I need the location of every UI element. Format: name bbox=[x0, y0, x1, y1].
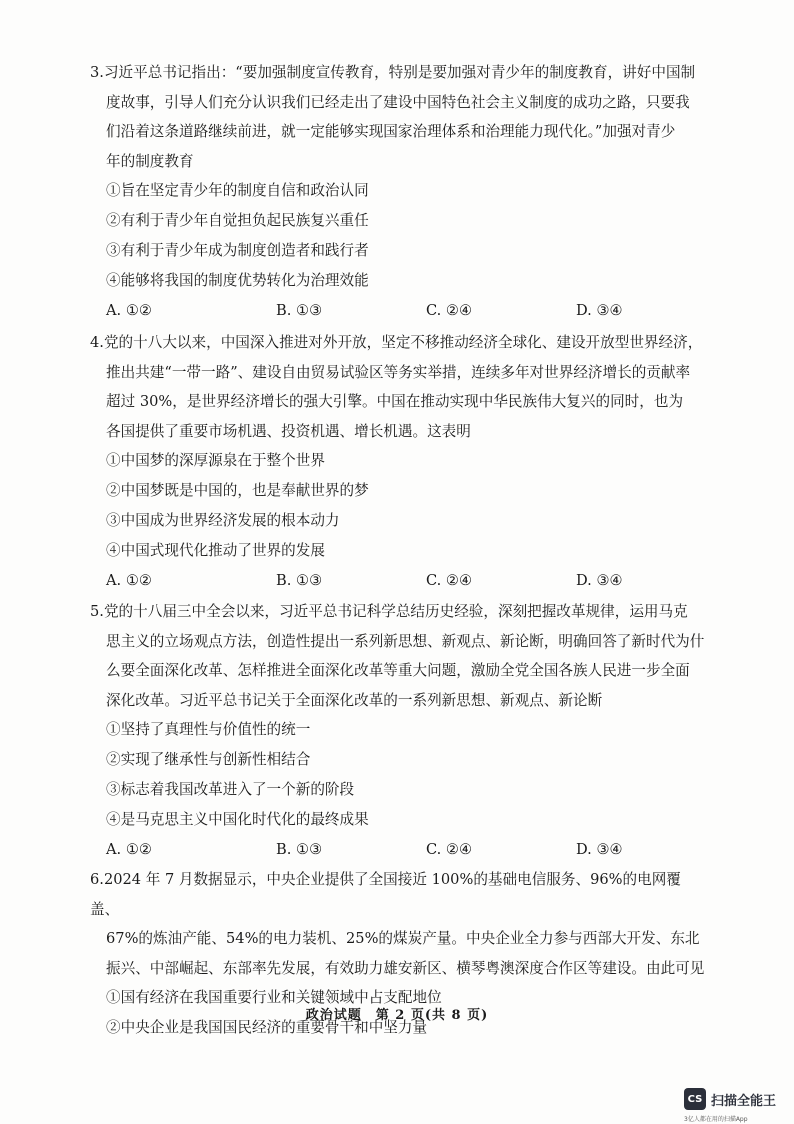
choice-c: C. ②④ bbox=[426, 302, 473, 319]
question-stem: 5.党的十八届三中全会以来，习近平总书记科学总结历史经验，深刻把握改革规律，运用马克 思主义的立场观点方法，创造性提出一系列新思想、新观点、新论断，明确回答了新时代为什 么要全面深化改革、怎样推进全面深化改革等重大问题，激励全党全国各族人民进一步全面 深化改革。习近平总书记关于全面深化改革的一系列新思想、新观点、新论断 bbox=[90, 603, 705, 709]
choice-b: B. ①③ bbox=[276, 841, 323, 858]
answer-choices bbox=[90, 835, 710, 865]
choice-b: B. ①③ bbox=[276, 302, 323, 319]
scanner-watermark bbox=[684, 1088, 776, 1110]
answer-choices bbox=[90, 296, 710, 326]
choice-a: A. ①② bbox=[106, 841, 152, 858]
choice-d: D. ③④ bbox=[576, 302, 623, 319]
option-3: ③中国成为世界经济发展的根本动力 bbox=[106, 512, 340, 529]
option-4: ④是马克思主义中国化时代化的最终成果 bbox=[106, 811, 369, 828]
camscanner-icon: CS bbox=[684, 1088, 706, 1110]
option-1: ①中国梦的深厚源泉在于整个世界 bbox=[106, 452, 325, 469]
option-2: ②中国梦既是中国的，也是奉献世界的梦 bbox=[106, 482, 369, 499]
option-2: ②中央企业是我国国民经济的重要骨干和中坚力量 bbox=[106, 1019, 428, 1036]
watermark-title: 扫描全能王 bbox=[711, 1093, 777, 1109]
option-1: ①坚持了真理性与价值性的统一 bbox=[106, 721, 311, 738]
choice-c: C. ②④ bbox=[426, 841, 473, 858]
option-3: ③有利于青少年成为制度创造者和践行者 bbox=[106, 242, 369, 259]
question-3 bbox=[90, 58, 710, 326]
question-stem: 6.2024 年 7 月数据显示，中央企业提供了全国接近 100%的基础电信服务、96%的电网覆盖、 67%的炼油产能、54%的电力装机、25%的煤炭产量。中央企业全力参与西部大开发、东北 振兴、中部崛起、东部率先发展，有效助力雄安新区、横琴粤澳深度合作区等建设。由此可见 bbox=[90, 871, 705, 977]
question-5 bbox=[90, 597, 710, 865]
option-4: ④中国式现代化推动了世界的发展 bbox=[106, 542, 325, 559]
option-1: ①国有经济在我国重要行业和关键领域中占支配地位 bbox=[106, 989, 442, 1006]
question-stem: 4.党的十八大以来，中国深入推进对外开放，坚定不移推动经济全球化、建设开放型世界经济， 推出共建“一带一路”、建设自由贸易试验区等务实举措，连续多年对世界经济增长的贡献率 超过 30%，是世界经济增长的强大引擎。中国在推动实现中华民族伟大复兴的同时，也为 各国提供了重要市场机遇、投资机遇、增长机遇。这表明 bbox=[90, 334, 703, 440]
watermark-subtitle: 3亿人都在用的扫描App bbox=[684, 1116, 748, 1123]
choice-c: C. ②④ bbox=[426, 572, 473, 589]
choice-a: A. ①② bbox=[106, 302, 152, 319]
option-2: ②实现了继承性与创新性相结合 bbox=[106, 751, 311, 768]
option-2: ②有利于青少年自觉担负起民族复兴重任 bbox=[106, 212, 369, 229]
question-4 bbox=[90, 328, 710, 596]
option-3: ③标志着我国改革进入了一个新的阶段 bbox=[106, 781, 355, 798]
question-stem: 3.习近平总书记指出：“要加强制度宣传教育，特别是要加强对青少年的制度教育，讲好中国制 度故事，引导人们充分认识我们已经走出了建设中国特色社会主义制度的成功之路，只要我 们沿着这条道路继续前进，就一定能够实现国家治理体系和治理能力现代化。”加强对青少 年的制度教育 bbox=[90, 64, 696, 170]
choice-d: D. ③④ bbox=[576, 841, 623, 858]
choice-d: D. ③④ bbox=[576, 572, 623, 589]
choice-a: A. ①② bbox=[106, 572, 152, 589]
answer-choices bbox=[90, 566, 710, 596]
page-footer: 政治试题 第 2 页(共 8 页) bbox=[305, 1008, 489, 1023]
option-4: ④能够将我国的制度优势转化为治理效能 bbox=[106, 272, 369, 289]
option-1: ①旨在坚定青少年的制度自信和政治认同 bbox=[106, 182, 369, 199]
choice-b: B. ①③ bbox=[276, 572, 323, 589]
